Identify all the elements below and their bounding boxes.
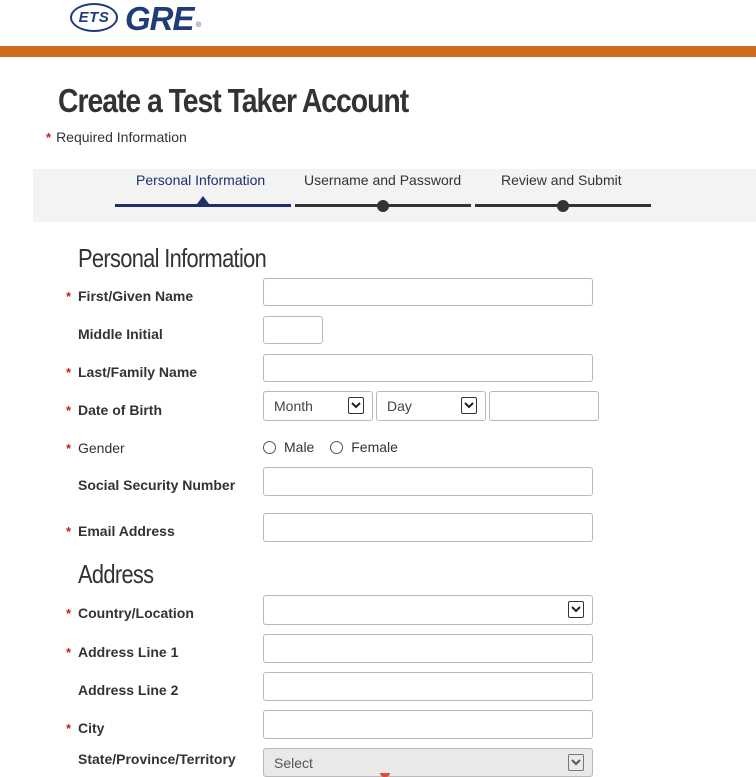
registered-mark: ® bbox=[196, 22, 202, 29]
ssn-input[interactable] bbox=[263, 467, 593, 496]
address-line2-label: Address Line 2 bbox=[78, 682, 179, 698]
chevron-down-icon[interactable] bbox=[461, 397, 477, 414]
site-header bbox=[0, 0, 756, 46]
step-line-1 bbox=[115, 204, 291, 207]
radio-icon[interactable] bbox=[330, 441, 343, 454]
progress-steps bbox=[33, 169, 756, 222]
address-heading: Address bbox=[78, 559, 154, 589]
required-marker: * bbox=[66, 524, 72, 539]
email-input[interactable] bbox=[263, 513, 593, 542]
dob-day-select[interactable] bbox=[376, 391, 486, 421]
required-note-text: Required Information bbox=[56, 129, 187, 145]
step-username-password: Username and Password bbox=[304, 172, 462, 188]
gender-radio-group bbox=[263, 439, 410, 457]
required-note bbox=[46, 129, 187, 145]
required-marker: * bbox=[66, 606, 72, 621]
step-dot-3 bbox=[557, 200, 569, 212]
required-marker: * bbox=[46, 130, 52, 145]
step-review-submit: Review and Submit bbox=[501, 172, 622, 188]
first-name-input[interactable] bbox=[263, 278, 593, 306]
address-line1-label: * Address Line 1 bbox=[66, 644, 179, 660]
date-of-birth-label: * Date of Birth bbox=[66, 402, 162, 418]
dob-month-value: Month bbox=[274, 398, 313, 414]
gender-option-male[interactable]: Male bbox=[263, 439, 314, 455]
city-input[interactable] bbox=[263, 710, 593, 739]
gre-logo[interactable]: GRE bbox=[125, 0, 194, 37]
city-label: * City bbox=[66, 720, 105, 736]
required-marker: * bbox=[66, 645, 72, 660]
state-select[interactable] bbox=[263, 748, 593, 777]
first-name-label: * First/Given Name bbox=[66, 288, 194, 304]
dob-month-select[interactable] bbox=[263, 391, 373, 421]
state-label: State/Province/Territory bbox=[78, 751, 236, 767]
step-dot-2 bbox=[377, 200, 389, 212]
required-marker: * bbox=[66, 721, 72, 736]
step-personal-information: Personal Information bbox=[136, 172, 266, 188]
country-select[interactable] bbox=[263, 595, 593, 625]
state-value: Select bbox=[274, 755, 313, 771]
chevron-down-icon[interactable] bbox=[348, 397, 364, 414]
middle-initial-label: Middle Initial bbox=[78, 326, 163, 342]
address-line2-input[interactable] bbox=[263, 672, 593, 701]
address-line1-input[interactable] bbox=[263, 634, 593, 663]
last-name-label: * Last/Family Name bbox=[66, 364, 198, 380]
active-step-caret bbox=[197, 196, 209, 204]
chevron-down-icon[interactable] bbox=[568, 754, 584, 771]
gender-option-female[interactable]: Female bbox=[330, 439, 398, 455]
required-marker: * bbox=[66, 289, 72, 304]
middle-initial-input[interactable] bbox=[263, 316, 323, 344]
dob-day-value: Day bbox=[387, 398, 412, 414]
brand-bar bbox=[0, 46, 756, 57]
radio-icon[interactable] bbox=[263, 441, 276, 454]
last-name-input[interactable] bbox=[263, 354, 593, 382]
page-title: Create a Test Taker Account bbox=[58, 82, 409, 119]
email-label: * Email Address bbox=[66, 523, 175, 539]
ssn-label: Social Security Number bbox=[78, 477, 236, 493]
dob-year-input[interactable] bbox=[489, 391, 599, 421]
required-marker: * bbox=[66, 403, 72, 418]
chevron-down-icon[interactable] bbox=[568, 601, 584, 618]
ets-logo[interactable]: ETS bbox=[70, 3, 118, 32]
gender-label: * Gender bbox=[66, 440, 125, 456]
personal-information-heading: Personal Information bbox=[78, 243, 267, 273]
required-marker: * bbox=[66, 441, 72, 456]
country-label: * Country/Location bbox=[66, 605, 194, 621]
required-marker: * bbox=[66, 365, 72, 380]
